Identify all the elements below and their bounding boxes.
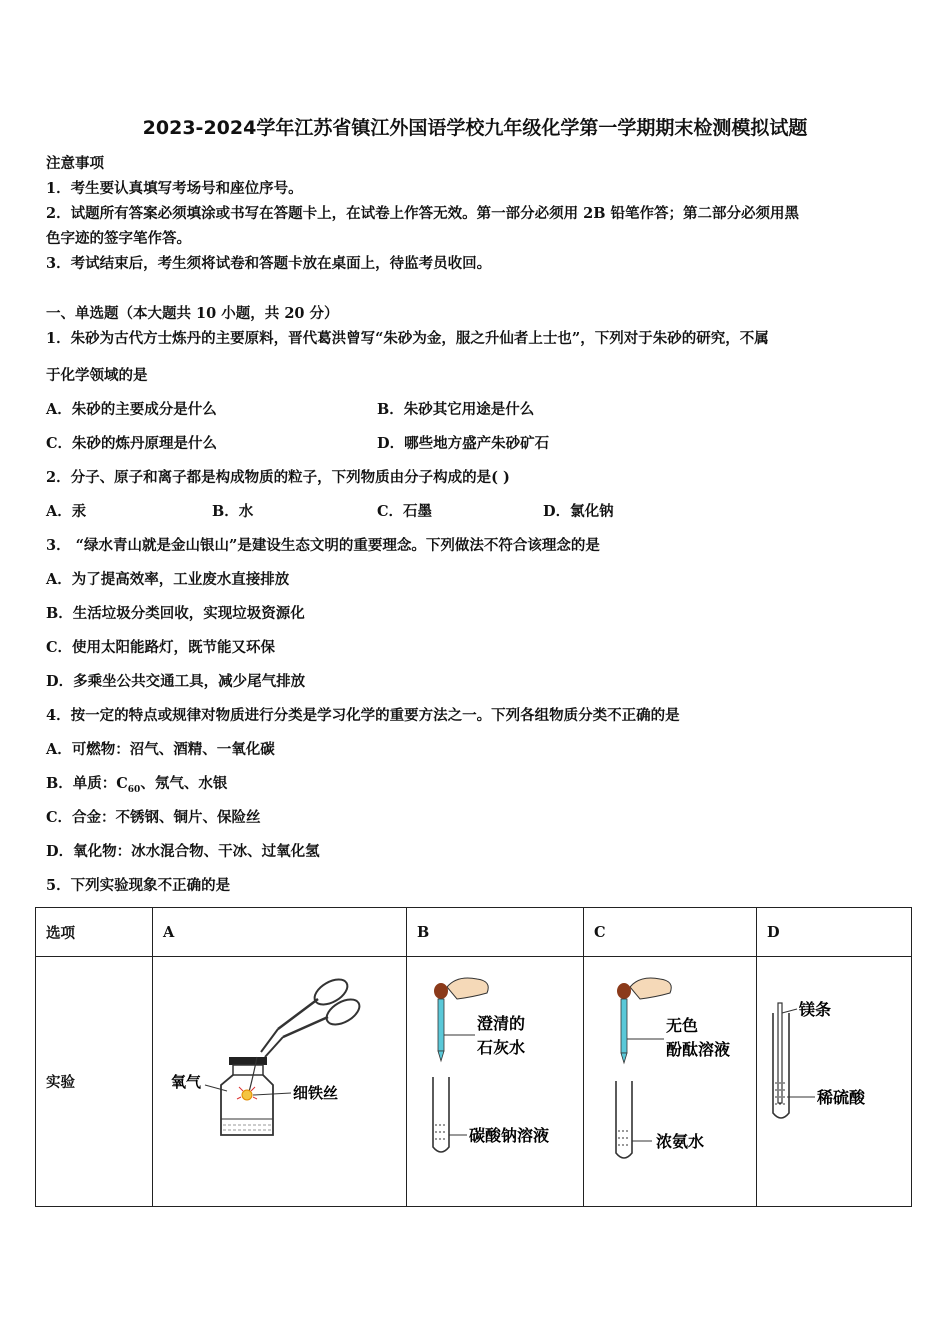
phenolphthalein-diagram [584, 957, 755, 1202]
q1-option-b: B．朱砂其它用途是什么 [377, 401, 535, 418]
q1-option-d: D．哪些地方盛产朱砂矿石 [377, 435, 550, 452]
q1-option-c: C．朱砂的炼丹原理是什么 [46, 435, 218, 452]
label-clear: 澄清的 [477, 1014, 526, 1033]
q4-option-a: A．可燃物：沼气、酒精、一氧化碳 [46, 741, 275, 758]
label-magnesium: 镁条 [798, 1000, 831, 1019]
q1-option-a: A．朱砂的主要成分是什么 [46, 401, 217, 418]
header-a: A [153, 908, 407, 957]
q2-stem: 2．分子、原子和离子都是构成物质的粒子，下列物质由分子构成的是( ) [46, 469, 510, 486]
label-sulfuric-acid: 稀硫酸 [816, 1088, 865, 1107]
q3-option-b: B．生活垃圾分类回收，实现垃圾资源化 [46, 605, 305, 622]
experiment-b-cell [407, 957, 584, 1207]
q1-stem-line1: 1．朱砂为古代方士炼丹的主要原料，晋代葛洪曾写“朱砂为金，服之升仙者上士也”，下列对于朱砂的研究，不属 [46, 330, 769, 347]
q2-option-c: C．石墨 [377, 503, 433, 520]
experiment-c-cell [584, 957, 757, 1207]
q2-option-d: D．氯化钠 [543, 503, 614, 520]
q3-stem: 3． “绿水青山就是金山银山”是建设生态文明的重要理念。下列做法不符合该理念的是 [46, 537, 600, 554]
q3-option-a: A．为了提高效率，工业废水直接排放 [46, 571, 290, 588]
notice-item-1: 1．考生要认真填写考场号和座位序号。 [46, 180, 303, 197]
q4-option-d: D．氧化物：冰水混合物、干冰、过氧化氢 [46, 843, 320, 860]
label-phenolphthalein: 酚酞溶液 [666, 1040, 731, 1059]
header-b: B [407, 908, 584, 957]
magnesium-diagram [757, 957, 910, 1202]
label-iron-wire: 细铁丝 [293, 1084, 339, 1102]
label-oxygen: 氧气 [171, 1073, 202, 1091]
notice-heading: 注意事项 [46, 155, 104, 172]
q3-option-c: C．使用太阳能路灯，既节能又环保 [46, 639, 276, 656]
label-colorless: 无色 [666, 1016, 699, 1035]
header-option: 选项 [36, 908, 153, 957]
q5-stem: 5．下列实验现象不正确的是 [46, 877, 231, 894]
label-limewater: 石灰水 [477, 1038, 526, 1057]
header-c: C [584, 908, 757, 957]
header-d: D [756, 908, 911, 957]
label-sodium-carbonate: 碳酸钠溶液 [469, 1126, 550, 1145]
limewater-diagram [407, 957, 582, 1202]
page-title: 2023-2024学年江苏省镇江外国语学校九年级化学第一学期期末检测模拟试题 [142, 117, 808, 139]
q1-stem-line2: 于化学领域的是 [46, 367, 148, 384]
section-heading: 一、单选题（本大题共 10 小题，共 20 分） [46, 305, 339, 322]
notice-item-3: 3．考试结束后，考生须将试卷和答题卡放在桌面上，待监考员收回。 [46, 255, 492, 272]
experiment-a-cell [153, 957, 407, 1207]
q3-option-d: D．多乘坐公共交通工具，减少尾气排放 [46, 673, 306, 690]
q4-option-b: B．单质：$C_{60}$、氖气、水银 [46, 775, 228, 795]
q4-option-c: C．合金：不锈钢、铜片、保险丝 [46, 809, 261, 826]
row-label-experiment: 实验 [36, 957, 153, 1207]
q2-option-a: A．汞 [46, 503, 87, 520]
q2-option-b: B．水 [212, 503, 254, 520]
notice-item-2-cont: 色字迹的签字笔作答。 [46, 230, 191, 247]
experiment-table [35, 907, 912, 1207]
experiment-d-cell [756, 957, 911, 1207]
notice-item-2: 2．试题所有答案必须填涂或书写在答题卡上，在试卷上作答无效。第一部分必须用 2B 铅笔作答；第二部分必须用黑 [46, 205, 800, 222]
iron-burning-diagram [153, 957, 405, 1202]
label-ammonia: 浓氨水 [656, 1132, 705, 1151]
q4-stem: 4．按一定的特点或规律对物质进行分类是学习化学的重要方法之一。下列各组物质分类不正确的是 [46, 707, 680, 724]
